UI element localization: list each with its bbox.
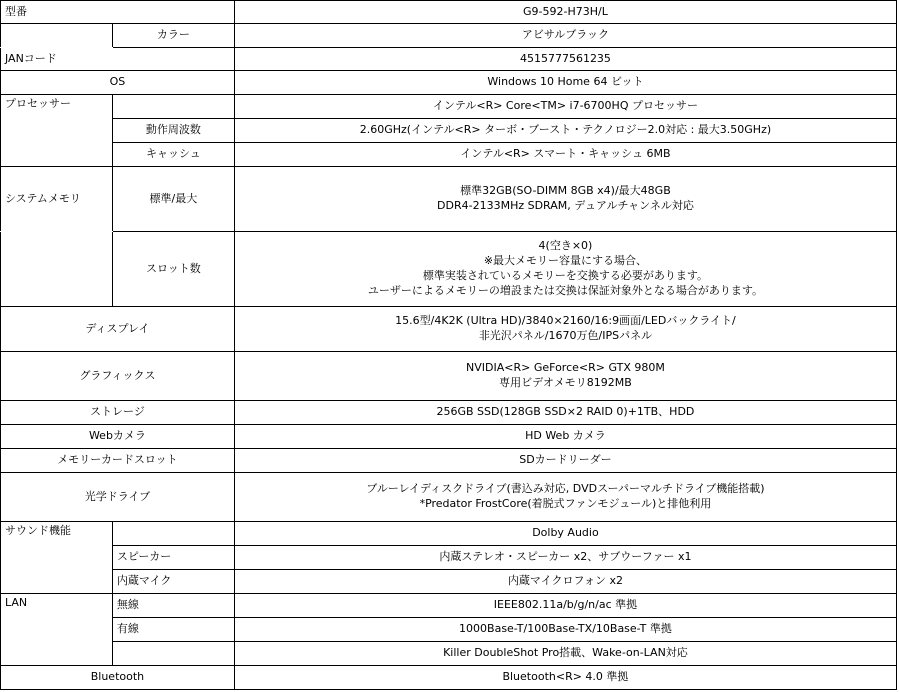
row-lan-wireless bbox=[1, 594, 897, 618]
processor-empty-cell bbox=[112, 95, 234, 119]
row-memory-standard bbox=[1, 167, 897, 232]
frequency-label: 動作周波数 bbox=[112, 119, 234, 143]
memory-standard-line: 標準32GB(SO-DIMM 8GB x4)/最大48GB bbox=[460, 184, 671, 198]
graphics-line: NVIDIA<R> GeForce<R> GTX 980M bbox=[466, 361, 665, 375]
lan-wireless-label: 無線 bbox=[112, 594, 234, 618]
color-label: カラー bbox=[112, 24, 234, 48]
color-value: アビサルブラック bbox=[234, 24, 896, 48]
row-optical bbox=[1, 473, 897, 522]
jan-value: 4515777561235 bbox=[234, 48, 896, 71]
processor-value: インテル<R> Core<TM> i7-6700HQ プロセッサー bbox=[234, 95, 896, 119]
row-storage bbox=[1, 401, 897, 425]
row-model bbox=[1, 1, 897, 24]
lan-label: LAN bbox=[1, 594, 113, 666]
graphics-line: 専用ビデオメモリ8192MB bbox=[499, 376, 632, 389]
row-jan bbox=[1, 48, 897, 71]
row-memory-slots bbox=[1, 232, 897, 307]
display-line: 15.6型/4K2K (Ultra HD)/3840×2160/16:9画面/LEDバックライト/ bbox=[395, 314, 736, 328]
memory-spacer-cell bbox=[1, 232, 113, 307]
row-sound bbox=[1, 522, 897, 546]
webcam-value: HD Web カメラ bbox=[234, 425, 896, 449]
row-os bbox=[1, 71, 897, 95]
os-label: OS bbox=[1, 71, 235, 95]
row-speaker bbox=[1, 546, 897, 570]
cache-label: キャッシュ bbox=[112, 143, 234, 167]
processor-label: プロセッサー bbox=[1, 95, 113, 167]
row-card-slot bbox=[1, 449, 897, 473]
cache-value: インテル<R> スマート・キャッシュ 6MB bbox=[234, 143, 896, 167]
graphics-value bbox=[234, 352, 896, 401]
model-value: G9-592-H73H/L bbox=[234, 1, 896, 24]
model-label: 型番 bbox=[1, 1, 235, 24]
memory-standard-value bbox=[234, 167, 896, 232]
model-spacer-cell bbox=[1, 24, 113, 48]
memory-standard-label: 標準/最大 bbox=[112, 167, 234, 232]
optical-label: 光学ドライブ bbox=[1, 473, 235, 522]
optical-line: *Predator FrostCore(着脱式ファンモジュール)と排他利用 bbox=[419, 497, 712, 510]
memory-label: システムメモリ bbox=[1, 167, 113, 232]
memory-slots-line: ユーザーによるメモリーの増設または交換は保証対象外となる場合があります。 bbox=[367, 283, 763, 297]
bluetooth-label: Bluetooth bbox=[1, 666, 235, 690]
memory-slots-label: スロット数 bbox=[112, 232, 234, 307]
lan-wired-value: 1000Base-T/100Base-TX/10Base-T 準拠 bbox=[234, 618, 896, 642]
row-frequency bbox=[1, 119, 897, 143]
card-slot-value: SDカードリーダー bbox=[234, 449, 896, 473]
optical-value bbox=[234, 473, 896, 522]
row-processor bbox=[1, 95, 897, 119]
memory-slots-line: 4(空き×0) bbox=[538, 239, 593, 253]
sound-empty-cell bbox=[112, 522, 234, 546]
row-cache bbox=[1, 143, 897, 167]
os-value: Windows 10 Home 64 ビット bbox=[234, 71, 896, 95]
row-lan-extra bbox=[1, 642, 897, 666]
display-line: 非光沢パネル/1670万色/IPSパネル bbox=[478, 329, 653, 342]
row-color bbox=[1, 24, 897, 48]
row-webcam bbox=[1, 425, 897, 449]
card-slot-label: メモリーカードスロット bbox=[1, 449, 235, 473]
lan-wireless-value: IEEE802.11a/b/g/n/ac 準拠 bbox=[234, 594, 896, 618]
storage-value: 256GB SSD(128GB SSD×2 RAID 0)+1TB、HDD bbox=[234, 401, 896, 425]
storage-label: ストレージ bbox=[1, 401, 235, 425]
memory-standard-line: DDR4-2133MHz SDRAM, デュアルチャンネル対応 bbox=[437, 199, 694, 212]
bluetooth-value: Bluetooth<R> 4.0 準拠 bbox=[234, 666, 896, 690]
mic-label: 内蔵マイク bbox=[112, 570, 234, 594]
memory-slots-value bbox=[234, 232, 896, 307]
speaker-value: 内蔵ステレオ・スピーカー x2、サブウーファー x1 bbox=[234, 546, 896, 570]
display-value bbox=[234, 307, 896, 352]
jan-label: JANコード bbox=[1, 48, 235, 71]
webcam-label: Webカメラ bbox=[1, 425, 235, 449]
display-label: ディスプレイ bbox=[1, 307, 235, 352]
row-bluetooth bbox=[1, 666, 897, 690]
row-mic bbox=[1, 570, 897, 594]
graphics-label: グラフィックス bbox=[1, 352, 235, 401]
lan-extra-value: Killer DoubleShot Pro搭載、Wake-on-LAN対応 bbox=[234, 642, 896, 666]
speaker-label: スピーカー bbox=[112, 546, 234, 570]
frequency-value: 2.60GHz(インテル<R> ターボ・ブースト・テクノロジー2.0対応 : 最大3.50GHz) bbox=[234, 119, 896, 143]
sound-value: Dolby Audio bbox=[234, 522, 896, 546]
row-display bbox=[1, 307, 897, 352]
row-graphics bbox=[1, 352, 897, 401]
optical-line: ブルーレイディスクドライブ(書込み対応, DVDスーパーマルチドライブ機能搭載) bbox=[366, 482, 765, 496]
row-lan-wired bbox=[1, 618, 897, 642]
lan-wired-label: 有線 bbox=[112, 618, 234, 642]
sound-label: サウンド機能 bbox=[1, 522, 113, 594]
memory-slots-line: ※最大メモリー容量にする場合、 bbox=[483, 254, 648, 268]
memory-slots-line: 標準実装されているメモリーを交換する必要があります。 bbox=[422, 269, 708, 282]
mic-value: 内蔵マイクロフォン x2 bbox=[234, 570, 896, 594]
lan-extra-empty-cell bbox=[112, 642, 234, 666]
